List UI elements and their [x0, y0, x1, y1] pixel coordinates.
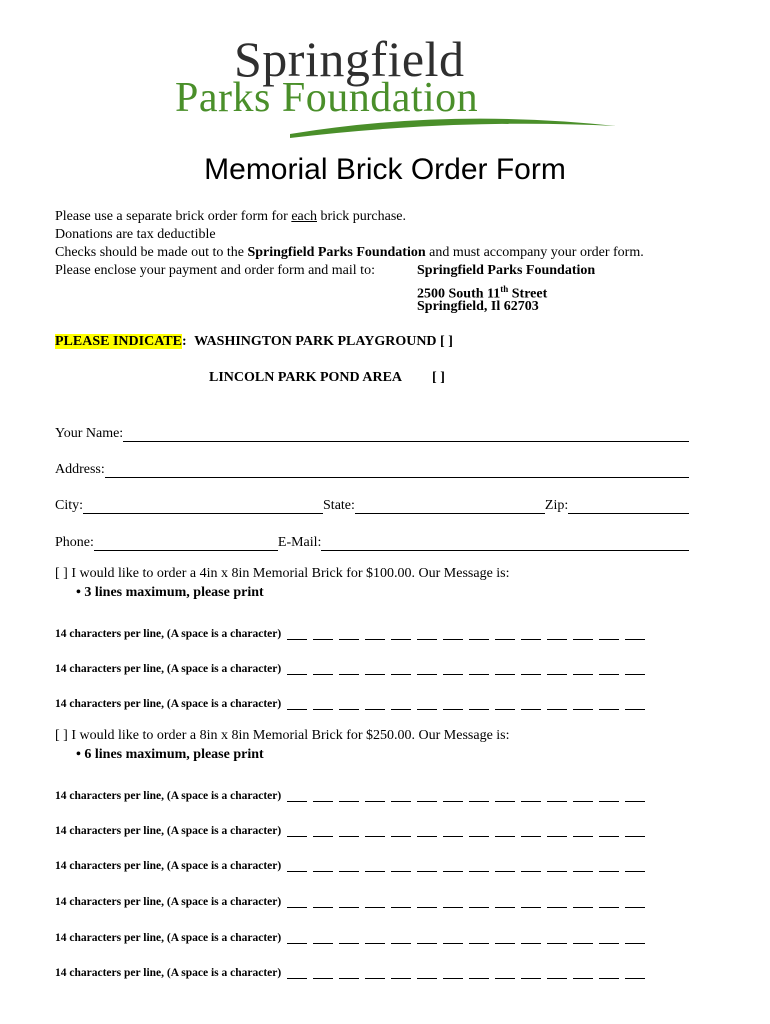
character-blank[interactable]: [313, 857, 333, 872]
order-8x8-checkbox-line[interactable]: [ ] I would like to order a 8in x 8in Memorial Brick for $250.00. Our Message is:: [55, 728, 510, 743]
character-blank[interactable]: [391, 787, 411, 802]
order-8x8-message-line-4[interactable]: [55, 890, 651, 908]
character-blank[interactable]: [625, 660, 645, 675]
order-4x8-message-line-3[interactable]: [55, 692, 651, 710]
message-line-label: 14 characters per line, (A space is a character): [55, 825, 282, 837]
character-blank[interactable]: [287, 857, 307, 872]
order-4x8-note: • 3 lines maximum, please print: [76, 585, 264, 600]
character-blank[interactable]: [625, 929, 645, 944]
character-blank[interactable]: [313, 787, 333, 802]
character-blank[interactable]: [313, 964, 333, 979]
character-blank[interactable]: [417, 929, 437, 944]
character-blank[interactable]: [547, 625, 567, 640]
character-blank[interactable]: [313, 822, 333, 837]
character-blank[interactable]: [391, 695, 411, 710]
order-8x8-message-line-3[interactable]: [55, 854, 651, 872]
character-blank[interactable]: [313, 660, 333, 675]
character-blank[interactable]: [287, 695, 307, 710]
character-blank[interactable]: [625, 822, 645, 837]
character-blank[interactable]: [391, 893, 411, 908]
character-blank[interactable]: [521, 660, 541, 675]
character-blank[interactable]: [495, 695, 515, 710]
message-line-label: 14 characters per line, (A space is a character): [55, 932, 282, 944]
character-blank[interactable]: [443, 964, 463, 979]
character-blank[interactable]: [469, 695, 489, 710]
character-blank[interactable]: [547, 929, 567, 944]
character-blank[interactable]: [469, 929, 489, 944]
character-blank[interactable]: [521, 822, 541, 837]
character-blank[interactable]: [625, 787, 645, 802]
message-line-label: 14 characters per line, (A space is a character): [55, 860, 282, 872]
character-blank[interactable]: [391, 929, 411, 944]
character-blank[interactable]: [365, 893, 385, 908]
character-blank[interactable]: [443, 660, 463, 675]
character-blank[interactable]: [495, 893, 515, 908]
character-blank[interactable]: [469, 893, 489, 908]
character-blank[interactable]: [443, 787, 463, 802]
order-4x8-checkbox-line[interactable]: [ ] I would like to order a 4in x 8in Memorial Brick for $100.00. Our Message is:: [55, 566, 510, 581]
order-4x8-message-line-1[interactable]: [55, 622, 651, 640]
character-blank[interactable]: [599, 787, 619, 802]
character-blank[interactable]: [599, 893, 619, 908]
phone-email-row: Phone: E-Mail:: [55, 531, 689, 551]
mail-address-city: Springfield, Il 62703: [417, 299, 539, 314]
character-blank[interactable]: [521, 695, 541, 710]
character-blank[interactable]: [547, 822, 567, 837]
character-blank[interactable]: [313, 893, 333, 908]
character-blank[interactable]: [391, 964, 411, 979]
character-blank[interactable]: [365, 857, 385, 872]
character-blank[interactable]: [599, 964, 619, 979]
character-blank[interactable]: [313, 625, 333, 640]
character-blank[interactable]: [391, 660, 411, 675]
character-blank[interactable]: [573, 787, 593, 802]
message-line-label: 14 characters per line, (A space is a character): [55, 967, 282, 979]
character-blank[interactable]: [495, 857, 515, 872]
indicate-row-1: PLEASE INDICATE: WASHINGTON PARK PLAYGROUND [ ]: [55, 334, 453, 349]
order-8x8-message-line-5[interactable]: [55, 926, 651, 944]
character-blank[interactable]: [521, 857, 541, 872]
character-blank[interactable]: [573, 660, 593, 675]
character-blank[interactable]: [495, 787, 515, 802]
character-blank[interactable]: [443, 625, 463, 640]
character-blank[interactable]: [339, 695, 359, 710]
character-blank[interactable]: [547, 660, 567, 675]
character-blank[interactable]: [469, 822, 489, 837]
character-blank[interactable]: [287, 822, 307, 837]
character-blank[interactable]: [339, 893, 359, 908]
character-blank[interactable]: [573, 625, 593, 640]
character-blank[interactable]: [417, 787, 437, 802]
character-blank[interactable]: [599, 857, 619, 872]
character-blank[interactable]: [625, 893, 645, 908]
character-blank[interactable]: [391, 857, 411, 872]
order-8x8-message-line-6[interactable]: [55, 961, 651, 979]
character-blank[interactable]: [547, 964, 567, 979]
character-blank[interactable]: [573, 695, 593, 710]
character-blank[interactable]: [365, 822, 385, 837]
character-blank[interactable]: [469, 787, 489, 802]
character-blank[interactable]: [625, 857, 645, 872]
character-blank[interactable]: [417, 857, 437, 872]
character-blank[interactable]: [443, 929, 463, 944]
character-blank[interactable]: [339, 625, 359, 640]
character-blank[interactable]: [625, 695, 645, 710]
character-blank[interactable]: [521, 893, 541, 908]
character-blank[interactable]: [365, 660, 385, 675]
character-blank[interactable]: [313, 695, 333, 710]
city-state-zip-row: City: State: Zip:: [55, 494, 689, 514]
character-blank[interactable]: [573, 822, 593, 837]
character-blank[interactable]: [521, 964, 541, 979]
character-blank[interactable]: [443, 893, 463, 908]
character-blank[interactable]: [547, 787, 567, 802]
page-title: Memorial Brick Order Form: [204, 153, 566, 186]
character-blank[interactable]: [495, 660, 515, 675]
character-blank[interactable]: [469, 660, 489, 675]
character-blank[interactable]: [469, 625, 489, 640]
character-blank[interactable]: [495, 625, 515, 640]
character-blank[interactable]: [521, 787, 541, 802]
character-blank[interactable]: [443, 857, 463, 872]
character-blank[interactable]: [417, 625, 437, 640]
character-blank[interactable]: [339, 857, 359, 872]
message-line-label: 14 characters per line, (A space is a character): [55, 896, 282, 908]
character-blank[interactable]: [599, 695, 619, 710]
order-4x8-message-line-2[interactable]: [55, 657, 651, 675]
character-blank[interactable]: [287, 625, 307, 640]
your-name-field[interactable]: Your Name:: [55, 422, 689, 442]
zip-field[interactable]: [568, 497, 689, 514]
character-blank[interactable]: [443, 822, 463, 837]
logo: [168, 30, 618, 140]
character-blank[interactable]: [469, 964, 489, 979]
character-blank[interactable]: [495, 964, 515, 979]
logo-text-parks-foundation: Parks Foundation: [175, 75, 479, 121]
character-blank[interactable]: [521, 929, 541, 944]
character-blank[interactable]: [495, 822, 515, 837]
character-blank[interactable]: [391, 822, 411, 837]
character-blank[interactable]: [417, 822, 437, 837]
character-blank[interactable]: [599, 929, 619, 944]
character-blank[interactable]: [339, 964, 359, 979]
address-field[interactable]: Address:: [55, 458, 689, 478]
character-blank[interactable]: [339, 660, 359, 675]
character-blank[interactable]: [573, 893, 593, 908]
character-blank[interactable]: [547, 857, 567, 872]
character-blank[interactable]: [573, 964, 593, 979]
character-blank[interactable]: [287, 660, 307, 675]
character-blank[interactable]: [573, 857, 593, 872]
intro-line-3: Checks should be made out to the Springfield Parks Foundation and must accompany your order form.: [55, 245, 644, 260]
order-8x8-note: • 6 lines maximum, please print: [76, 747, 264, 762]
character-blank[interactable]: [469, 857, 489, 872]
character-blank[interactable]: [521, 625, 541, 640]
character-blank[interactable]: [339, 929, 359, 944]
intro-line-4: Please enclose your payment and order form and mail to:: [55, 263, 375, 278]
message-line-label: 14 characters per line, (A space is a character): [55, 663, 282, 675]
mail-address-street: 2500 South 11th Street: [417, 284, 548, 302]
order-8x8-message-line-1[interactable]: [55, 784, 651, 802]
mail-address-name: Springfield Parks Foundation: [417, 263, 596, 278]
character-blank[interactable]: [365, 964, 385, 979]
logo-text-springfield: Springfield: [234, 31, 465, 87]
character-blank[interactable]: [625, 625, 645, 640]
character-blank[interactable]: [339, 822, 359, 837]
character-blank[interactable]: [599, 660, 619, 675]
character-blank[interactable]: [313, 929, 333, 944]
order-8x8-message-line-2[interactable]: [55, 819, 651, 837]
character-blank[interactable]: [365, 625, 385, 640]
city-field[interactable]: [83, 497, 323, 514]
intro-line-2: Donations are tax deductible: [55, 227, 216, 242]
message-line-label: 14 characters per line, (A space is a character): [55, 790, 282, 802]
character-blank[interactable]: [391, 625, 411, 640]
logo-swoosh-icon: [288, 114, 618, 140]
character-blank[interactable]: [287, 787, 307, 802]
email-field[interactable]: [321, 534, 689, 551]
character-blank[interactable]: [417, 660, 437, 675]
character-blank[interactable]: [547, 893, 567, 908]
character-blank[interactable]: [417, 893, 437, 908]
character-blank[interactable]: [573, 929, 593, 944]
character-blank[interactable]: [365, 787, 385, 802]
intro-line-1: Please use a separate brick order form for each brick purchase.: [55, 209, 407, 224]
character-blank[interactable]: [495, 929, 515, 944]
character-blank[interactable]: [443, 695, 463, 710]
option-washington-park[interactable]: WASHINGTON PARK PLAYGROUND [ ]: [194, 334, 453, 349]
message-line-label: 14 characters per line, (A space is a character): [55, 628, 282, 640]
phone-field[interactable]: [94, 534, 278, 551]
character-blank[interactable]: [287, 929, 307, 944]
character-blank[interactable]: [547, 695, 567, 710]
character-blank[interactable]: [417, 695, 437, 710]
character-blank[interactable]: [417, 964, 437, 979]
character-blank[interactable]: [365, 695, 385, 710]
character-blank[interactable]: [365, 929, 385, 944]
option-lincoln-park[interactable]: LINCOLN PARK POND AREA [ ]: [209, 370, 445, 385]
character-blank[interactable]: [625, 964, 645, 979]
message-line-label: 14 characters per line, (A space is a character): [55, 698, 282, 710]
character-blank[interactable]: [599, 822, 619, 837]
state-field[interactable]: [355, 497, 545, 514]
character-blank[interactable]: [287, 893, 307, 908]
character-blank[interactable]: [287, 964, 307, 979]
character-blank[interactable]: [599, 625, 619, 640]
character-blank[interactable]: [339, 787, 359, 802]
